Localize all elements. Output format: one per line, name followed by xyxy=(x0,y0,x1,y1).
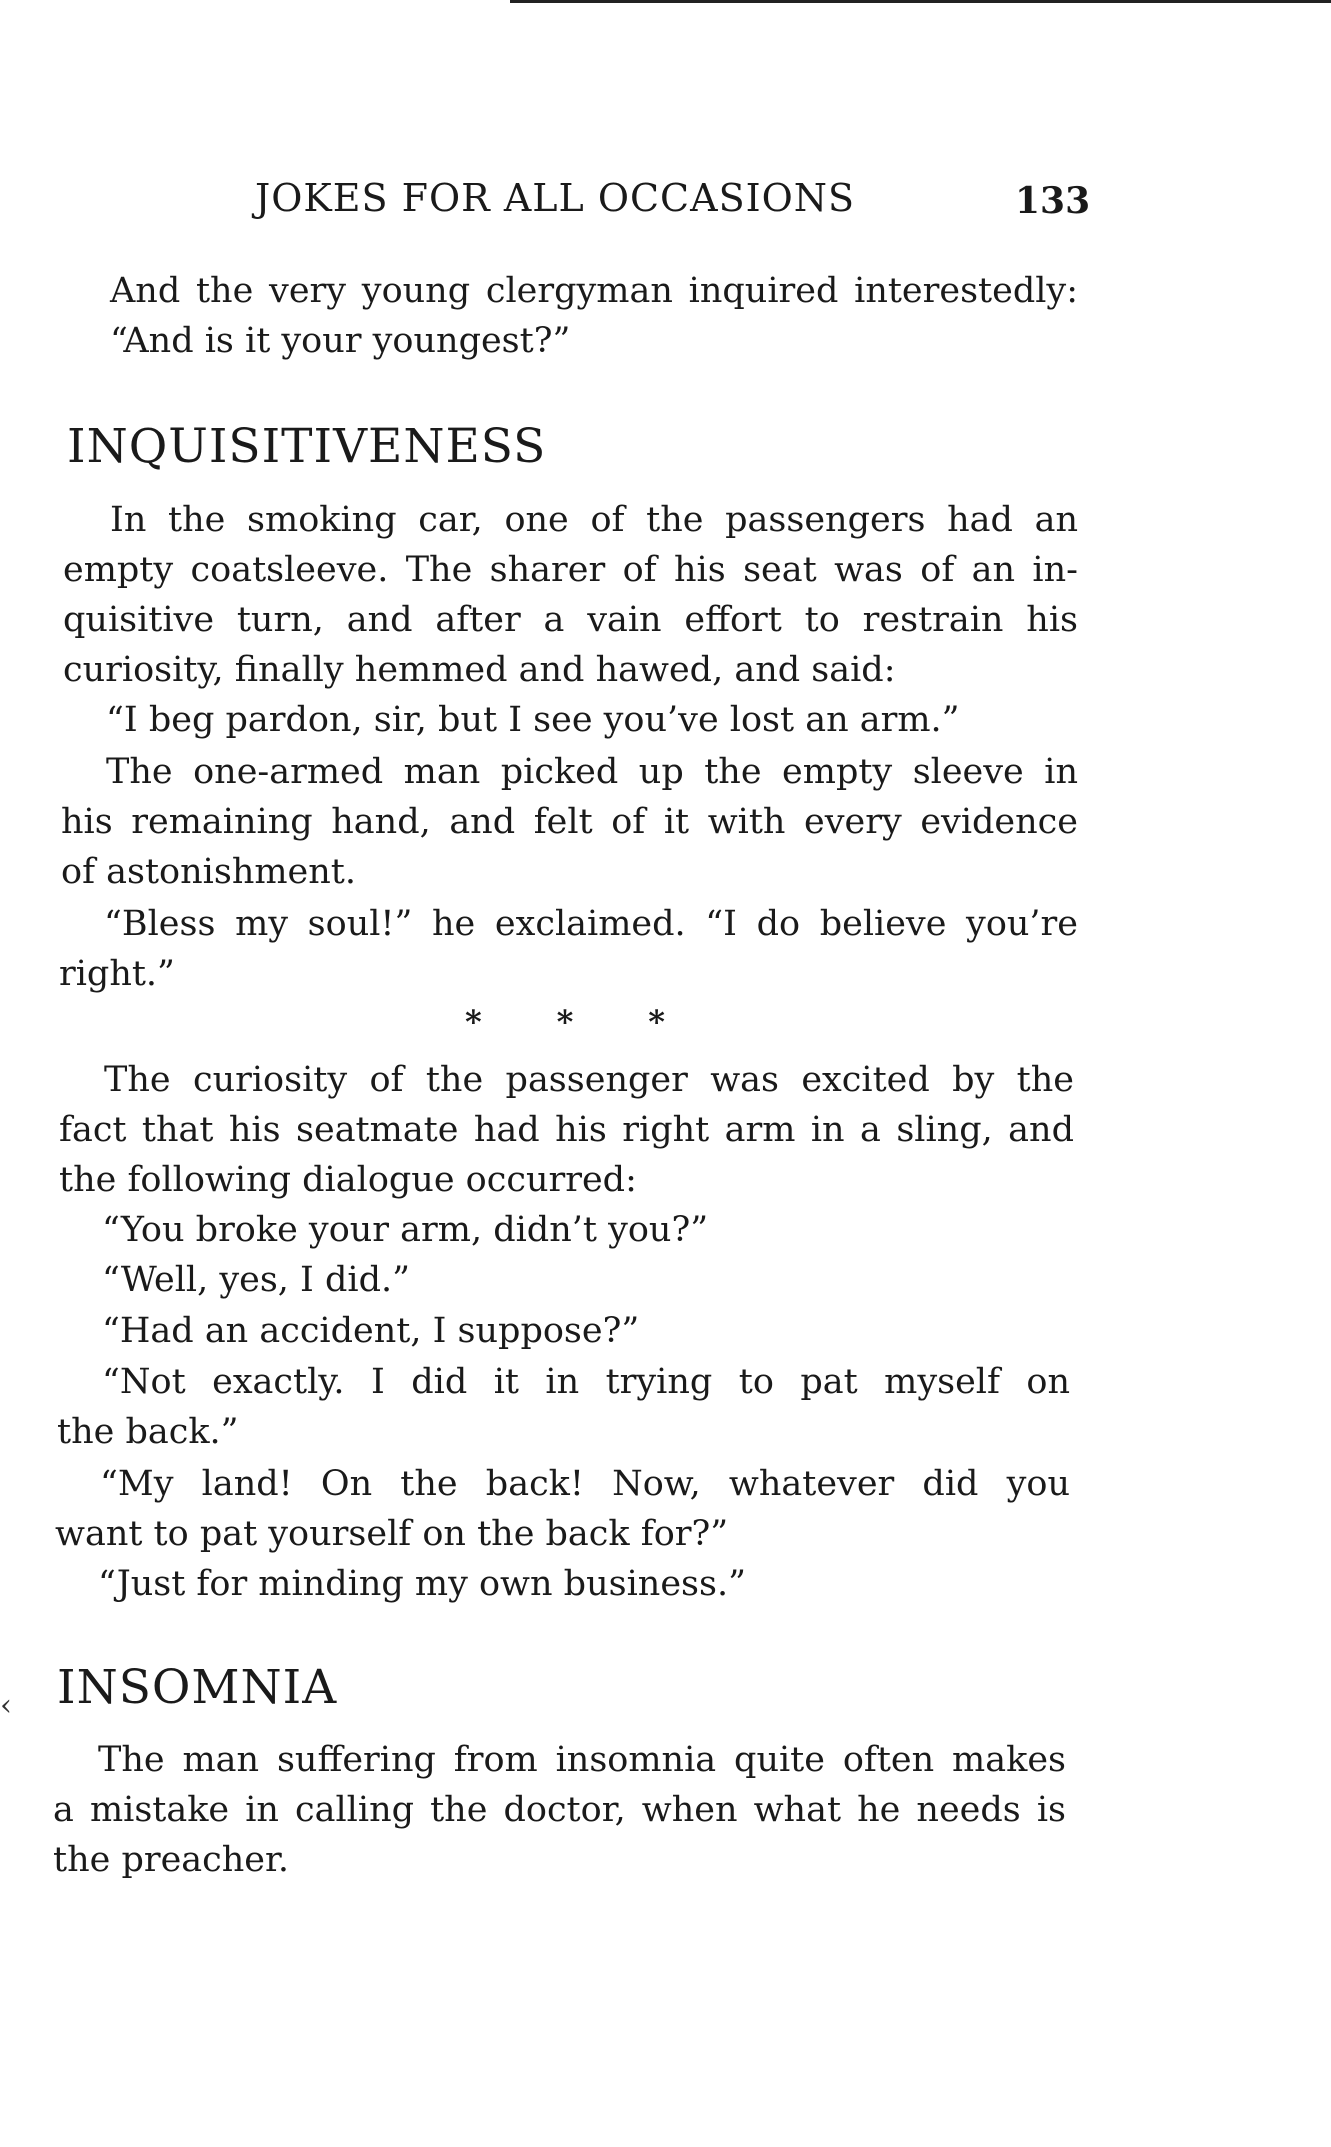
text-line: And the very young clergyman inquired interestedly: xyxy=(110,271,1078,311)
text-line: of astonishment. xyxy=(61,852,356,892)
margin-mark: ‹ xyxy=(0,1688,12,1723)
text-line: the following dialogue occurred: xyxy=(59,1160,637,1200)
text-line: “I beg pardon, sir, but I see you’ve lost an arm.” xyxy=(106,700,960,740)
text-line: The man suffering from insomnia quite often makes xyxy=(98,1740,1066,1780)
text-line: right.” xyxy=(59,954,175,994)
text-line: empty coatsleeve. The sharer of his seat was of an in- xyxy=(63,550,1078,590)
section-heading-inquisitiveness: INQUISITIVENESS xyxy=(67,419,547,474)
text-line: quisitive turn, and after a vain effort to restrain his xyxy=(63,600,1078,640)
separator-star: * xyxy=(556,1003,574,1041)
text-line: the preacher. xyxy=(53,1840,290,1880)
text-line: “Well, yes, I did.” xyxy=(102,1260,411,1300)
text-line: a mistake in calling the doctor, when what he needs is xyxy=(53,1790,1066,1830)
text-line: “Not exactly. I did it in trying to pat myself on xyxy=(102,1362,1070,1402)
top-rule xyxy=(510,0,1331,3)
page-number: 133 xyxy=(1015,180,1091,222)
text-line: “Bless my soul!” he exclaimed. “I do believe you’re xyxy=(104,904,1078,944)
section-separator xyxy=(465,1003,665,1041)
text-line: curiosity, finally hemmed and hawed, and said: xyxy=(63,650,896,690)
text-line: “You broke your arm, didn’t you?” xyxy=(102,1210,709,1250)
text-line: the back.” xyxy=(57,1412,239,1452)
text-line: The curiosity of the passenger was excited by the xyxy=(104,1060,1074,1100)
text-line: his remaining hand, and felt of it with every evidence xyxy=(61,802,1078,842)
text-line: In the smoking car, one of the passengers had an xyxy=(110,500,1078,540)
text-line: “Just for minding my own business.” xyxy=(98,1564,746,1604)
section-heading-insomnia: INSOMNIA xyxy=(57,1660,338,1715)
running-head: JOKES FOR ALL OCCASIONS xyxy=(255,176,856,220)
text-line: The one-armed man picked up the empty sleeve in xyxy=(106,752,1078,792)
separator-star: * xyxy=(648,1003,665,1041)
text-line: “And is it your youngest?” xyxy=(110,321,571,361)
text-line: “Had an accident, I suppose?” xyxy=(102,1311,640,1351)
text-line: “My land! On the back! Now, whatever did you xyxy=(100,1464,1070,1504)
separator-star: * xyxy=(465,1003,482,1041)
text-line: want to pat yourself on the back for?” xyxy=(55,1514,729,1554)
text-line: fact that his seatmate had his right arm in a sling, and xyxy=(59,1110,1074,1150)
